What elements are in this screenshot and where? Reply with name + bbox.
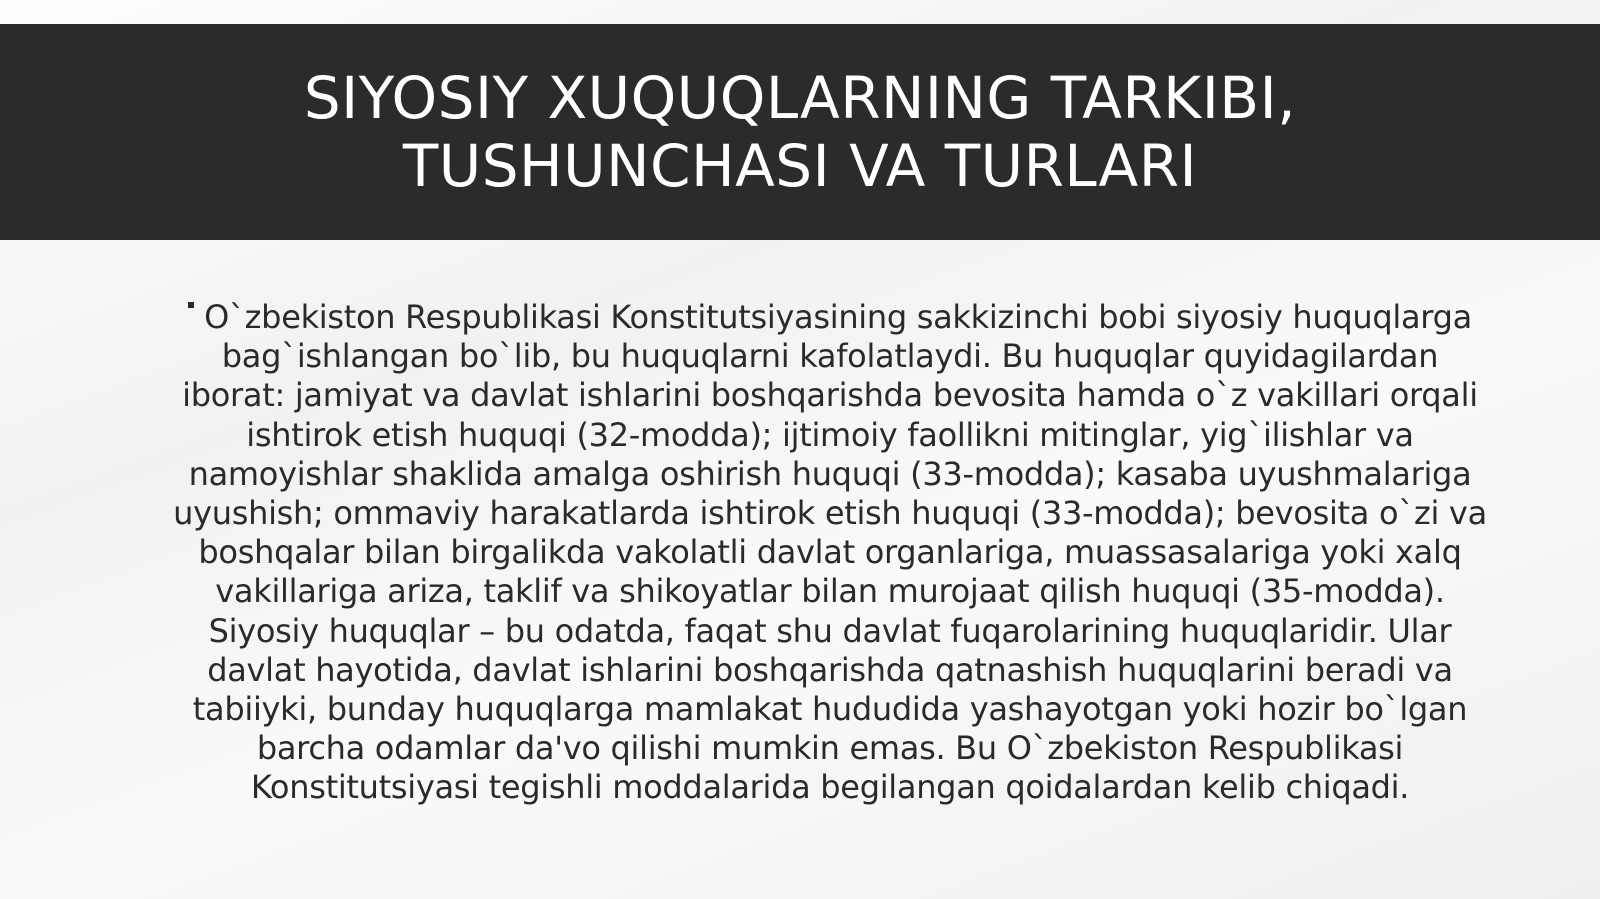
bullet-item bbox=[170, 298, 1490, 808]
bullet-icon bbox=[188, 302, 194, 308]
title-bar bbox=[0, 24, 1600, 240]
slide-title: SIYOSIY XUQUQLARNING TARKIBI, TUSHUNCHASI VA TURLARI bbox=[303, 64, 1297, 200]
bullet-text: O`zbekiston Respublikasi Konstitutsiyasining sakkizinchi bobi siyosiy huquqlarga bag`ishlangan bo`lib, bu huquqlarni kafolatlaydi. Bu huquqlar quyidagilardan iborat: jamiyat va davlat ishlarini boshqarishda bevosita hamda o`z vakillari orqali ishtirok etish huquqi (32-modda); ijtimoiy faollikni mitinglar, yig`ilishlar va namoyishlar shaklida amalga oshirish huquqi (33-modda); kasaba uyushmalariga uyushish; ommaviy harakatlarda ishtirok etish huquqi (33-modda); bevosita o`zi va boshqalar bilan birgalikda vakolatli davlat organlariga, muassasalariga yoki xalq vakillariga ariza, taklif va shikoyatlar bilan murojaat qilish huquqi (35-modda). Siyosiy huquqlar – bu odatda, faqat shu davlat fuqarolarining huquqlaridir. Ular davlat hayotida, davlat ishlarini boshqarishda qatnashish huquqlarini beradi va tabiiyki, bunday huquqlarga mamlakat hududida yashayotgan yoki hozir bo`lgan barcha odamlar da'vo qilishi mumkin emas. Bu O`zbekiston Respublikasi Konstitutsiyasi tegishli moddalarida begilangan qoidalardan kelib chiqadi. bbox=[173, 298, 1487, 807]
slide-content bbox=[170, 298, 1490, 808]
